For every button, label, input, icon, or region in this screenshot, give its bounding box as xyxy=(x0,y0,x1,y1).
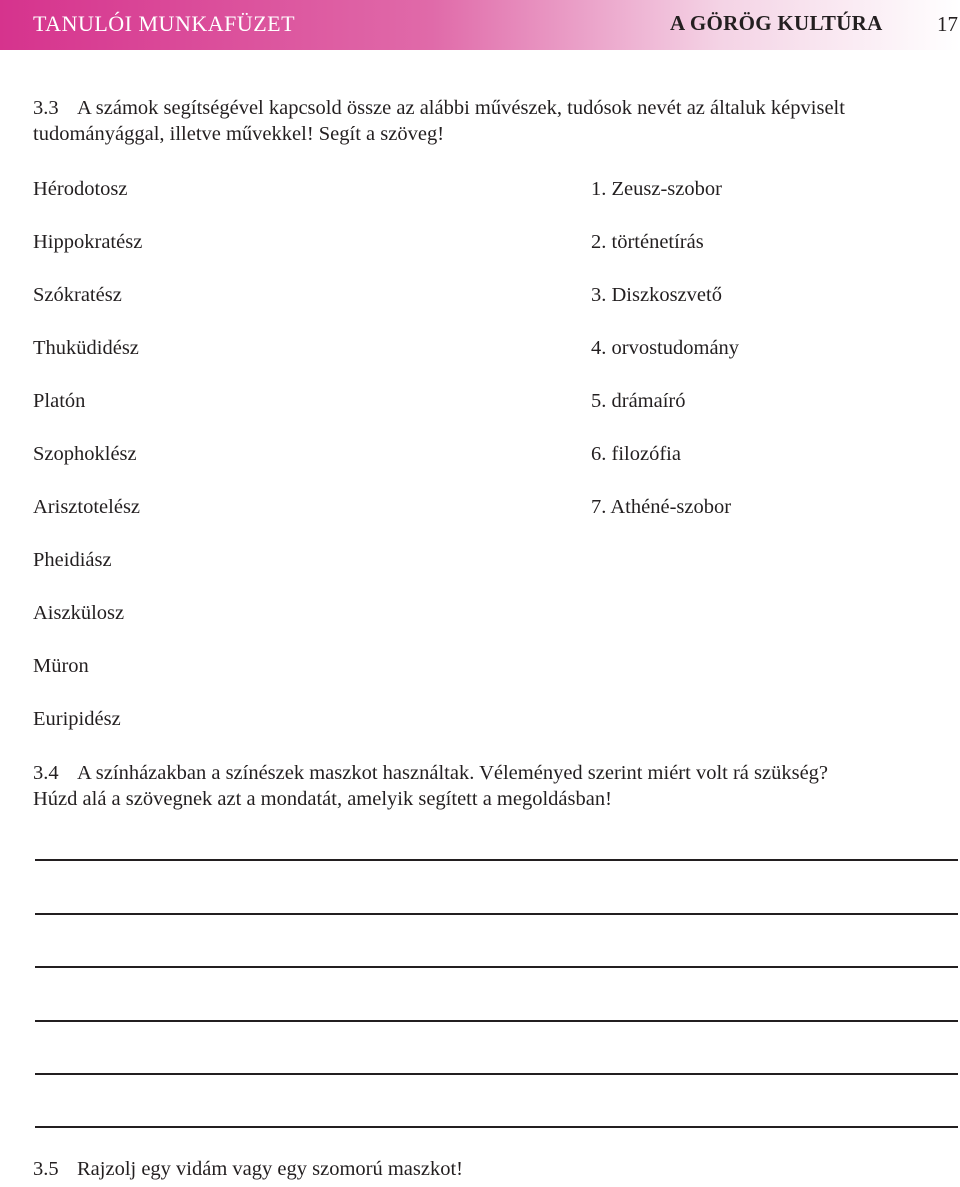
name-item: Platón xyxy=(33,390,86,412)
task-number: 3.3 xyxy=(33,97,59,119)
answer-line[interactable] xyxy=(35,859,958,861)
page-header xyxy=(0,0,960,50)
task-text-line1: A színházakban a színészek maszkot használtak. Véleményed szerint miért volt rá szükség? xyxy=(77,762,829,784)
name-item: Müron xyxy=(33,655,89,677)
task-3-3-instruction xyxy=(33,95,953,147)
workbook-title: TANULÓI MUNKAFÜZET xyxy=(33,11,296,36)
field-item: 4. orvostudomány xyxy=(591,337,740,359)
field-item: 7. Athéné-szobor xyxy=(591,496,732,518)
name-item: Thuküdidész xyxy=(33,337,139,359)
name-item: Szókratész xyxy=(33,284,122,306)
field-item: 5. drámaíró xyxy=(591,390,686,412)
task-text-line2: tudományággal, illetve művekkel! Segít a szöveg! xyxy=(33,123,445,145)
task-3-4-instruction xyxy=(33,760,953,812)
name-item: Pheidiász xyxy=(33,549,112,571)
answer-line[interactable] xyxy=(35,1073,958,1075)
answer-line[interactable] xyxy=(35,1020,958,1022)
page-number: 17 xyxy=(937,12,958,36)
answer-line[interactable] xyxy=(35,1126,958,1128)
name-item: Arisztotelész xyxy=(33,496,141,518)
field-item: 1. Zeusz-szobor xyxy=(591,178,722,200)
name-item: Hérodotosz xyxy=(33,178,128,200)
answer-line[interactable] xyxy=(35,966,958,968)
task-text: Rajzolj egy vidám vagy egy szomorú maszkot! xyxy=(77,1158,463,1180)
task-number: 3.5 xyxy=(33,1158,59,1180)
task-3-5-instruction xyxy=(33,1156,953,1182)
task-text-line1: A számok segítségével kapcsold össze az alábbi művészek, tudósok nevét az általuk képviselt xyxy=(77,97,845,119)
name-item: Szophoklész xyxy=(33,443,137,465)
name-item: Euripidész xyxy=(33,708,121,730)
name-item: Hippokratész xyxy=(33,231,143,253)
field-item: 3. Diszkoszvető xyxy=(591,284,722,306)
answer-line[interactable] xyxy=(35,913,958,915)
task-number: 3.4 xyxy=(33,762,59,784)
field-item: 2. történetírás xyxy=(591,231,704,253)
field-item: 6. filozófia xyxy=(591,443,681,465)
task-text-line2: Húzd alá a szövegnek azt a mondatát, amelyik segített a megoldásban! xyxy=(33,788,612,810)
name-item: Aiszkülosz xyxy=(33,602,125,624)
chapter-title: A GÖRÖG KULTÚRA xyxy=(670,11,883,35)
